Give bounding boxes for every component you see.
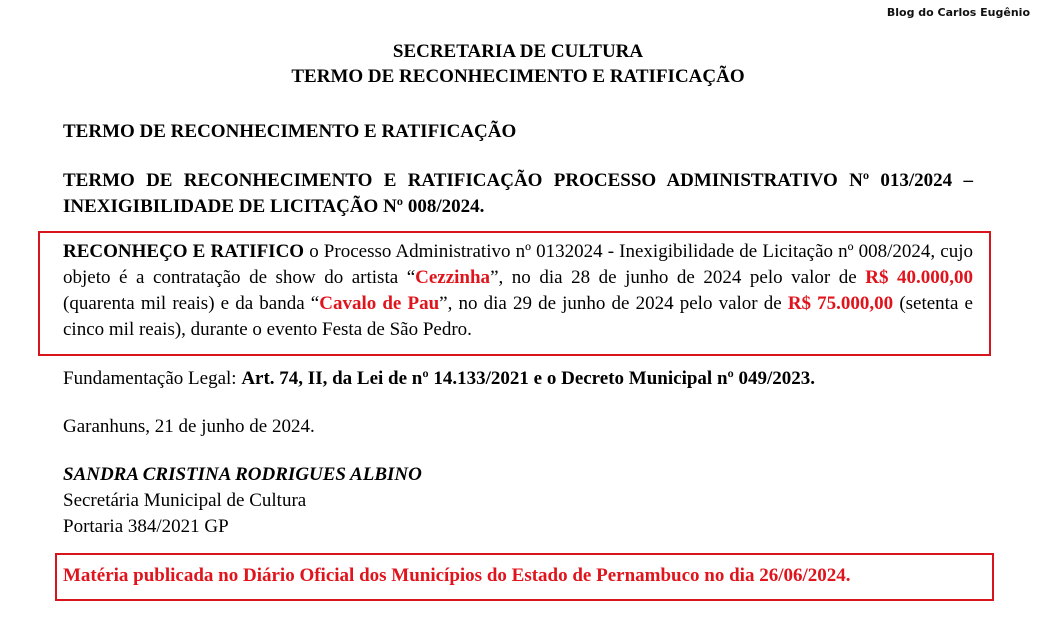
blog-watermark: Blog do Carlos Eugênio (886, 6, 1030, 19)
signatory-role: Secretária Municipal de Cultura (63, 490, 307, 511)
signatory-ordinance: Portaria 384/2021 GP (63, 516, 229, 537)
ratification-lead: RECONHEÇO E RATIFICO (63, 241, 305, 262)
place-date: Garanhuns, 21 de junho de 2024. (63, 416, 315, 437)
ratification-text-2: ”, no dia 28 de junho de 2024 pelo valor de (490, 267, 866, 288)
ratification-text-5: (setenta e cinco mil reais), durante o evento Festa de São Pedro. (63, 293, 973, 340)
ratification-text-1: o Processo Administrativo nº 0132024 - Inexigibilidade de Licitação nº 008/2024, cujo objeto é a contratação de show do artista “ (63, 241, 973, 288)
band-name: Cavalo de Pau (319, 293, 440, 314)
legal-basis-label: Fundamentação Legal: (63, 368, 242, 389)
signatory-name: SANDRA CRISTINA RODRIGUES ALBINO (63, 464, 422, 485)
legal-basis (63, 366, 973, 392)
artist-name: Cezzinha (415, 267, 491, 288)
document-title: TERMO DE RECONHECIMENTO E RATIFICAÇÃO (63, 121, 517, 142)
ratification-text-4: ”, no dia 29 de junho de 2024 pelo valor de (439, 293, 788, 314)
header-term: TERMO DE RECONHECIMENTO E RATIFICAÇÃO (291, 66, 745, 87)
publication-note: Matéria publicada no Diário Oficial dos Municípios do Estado de Pernambuco no dia 26/06/2024. (63, 565, 851, 586)
legal-basis-text: Art. 74, II, da Lei de nº 14.133/2021 e o Decreto Municipal nº 049/2023. (241, 368, 816, 389)
artist-value: R$ 40.000,00 (865, 267, 973, 288)
process-title: TERMO DE RECONHECIMENTO E RATIFICAÇÃO PROCESSO ADMINISTRATIVO Nº 013/2024 – INEXIGIBILIDADE DE LICITAÇÃO Nº 008/2024. (63, 170, 973, 217)
header-secretariat: SECRETARIA DE CULTURA (392, 41, 644, 62)
ratification-text-3: (quarenta mil reais) e da banda “ (63, 293, 320, 314)
band-value: R$ 75.000,00 (787, 293, 894, 314)
ratification-paragraph (63, 239, 973, 343)
